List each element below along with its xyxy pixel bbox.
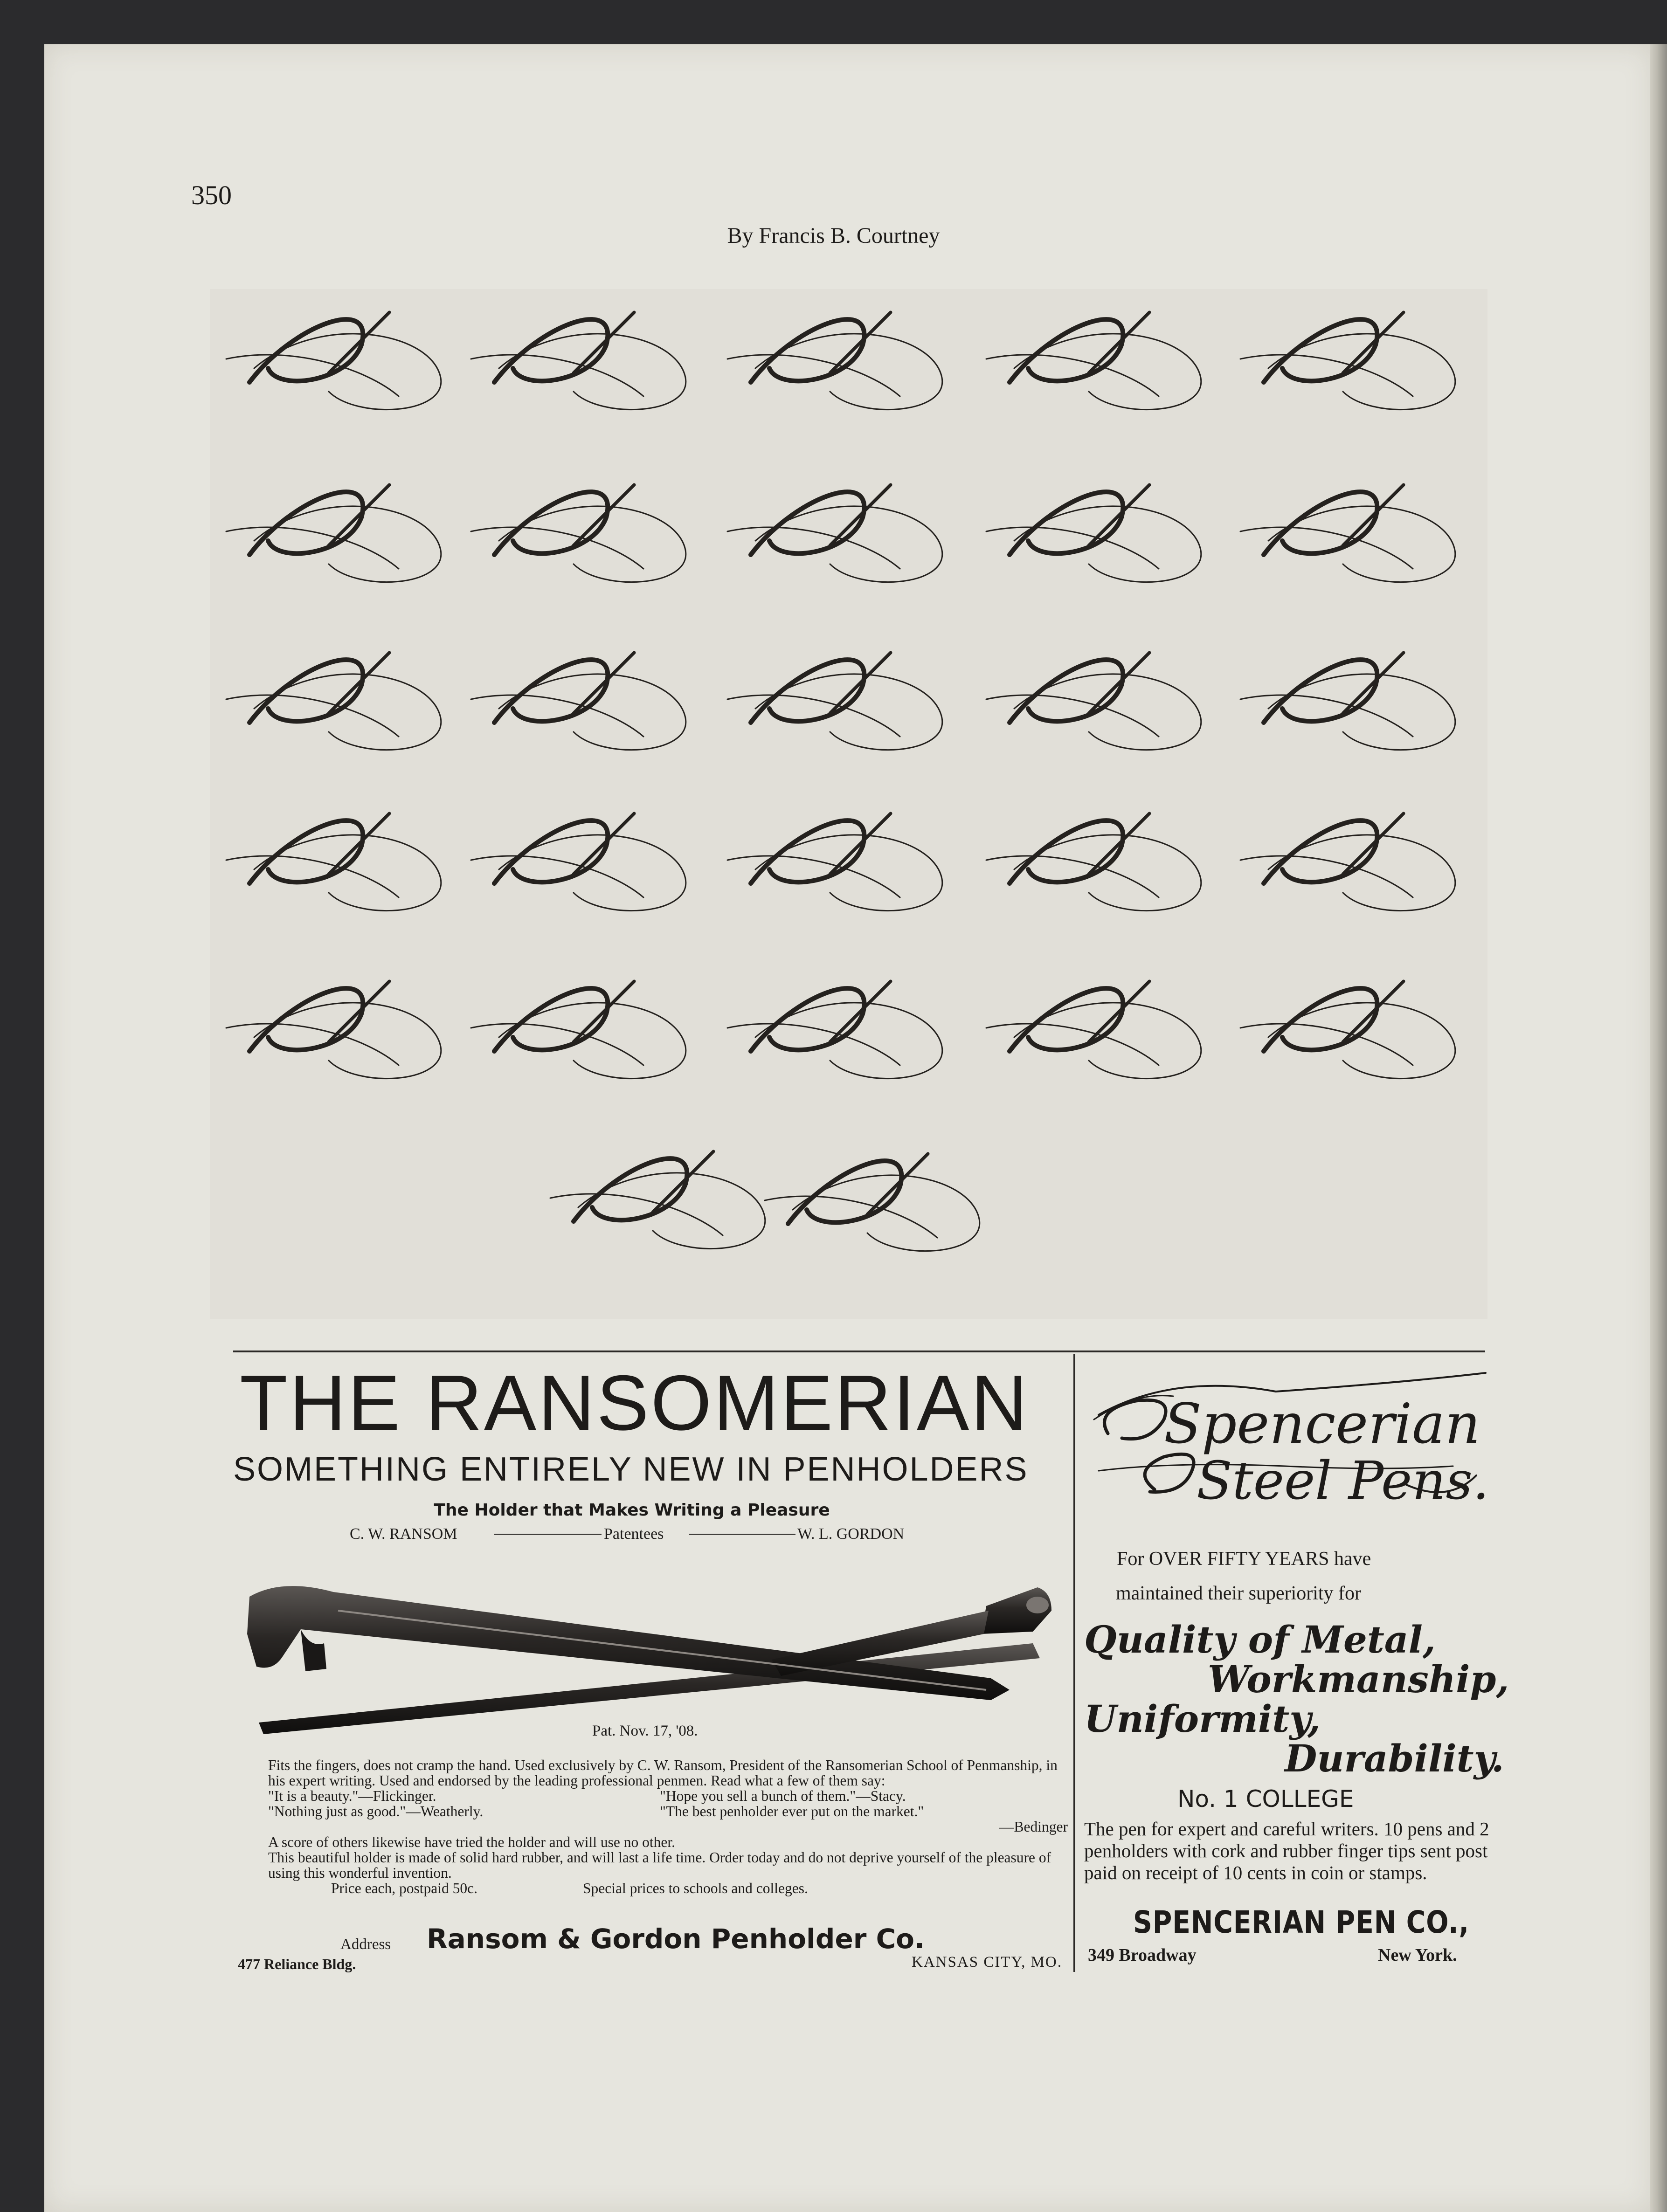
spencerian-company: SPENCERIAN PEN CO.,	[1133, 1904, 1469, 1940]
ad-tagline: The Holder that Makes Writing a Pleasure	[434, 1501, 830, 1520]
ad-paragraph: This beautiful holder is made of solid hard rubber, and will last a life time. Order today and do not deprive yourself of the pleasure of using this wonderful invention.	[268, 1849, 1051, 1881]
page-number: 350	[191, 180, 232, 210]
ornamental-capital	[471, 312, 686, 410]
ornamental-capital	[226, 653, 441, 750]
ornamental-capital	[226, 813, 441, 911]
address-label: Address	[340, 1936, 391, 1953]
ornamental-capital	[1240, 485, 1455, 582]
testimonial-author: —Bedinger	[999, 1819, 1068, 1835]
ornamental-capital	[727, 981, 942, 1079]
ornamental-capital	[471, 485, 686, 582]
penholder-illustration	[245, 1578, 1065, 1737]
ad-paragraph: A score of others likewise have tried the holder and will use no other.	[268, 1834, 676, 1850]
testimonial: "The best penholder ever put on the market."	[660, 1803, 924, 1819]
ad-column-divider	[1073, 1354, 1075, 1972]
ad-top-rule	[233, 1351, 1485, 1352]
ornamental-capital	[226, 981, 441, 1079]
ornamental-capital	[765, 1154, 980, 1251]
ornamental-capital	[986, 653, 1201, 750]
spencerian-address: 349 Broadway	[1088, 1945, 1197, 1965]
ornamental-capital	[727, 312, 942, 410]
leader-rule	[494, 1534, 602, 1535]
quality-workmanship: Workmanship,	[1208, 1657, 1509, 1701]
patent-date: Pat. Nov. 17, '08.	[592, 1723, 698, 1739]
patentees-label: Patentees	[604, 1525, 664, 1543]
ornamental-capital	[727, 813, 942, 911]
leader-rule	[689, 1534, 795, 1535]
quote-row	[238, 1788, 1068, 1804]
company-name: Ransom & Gordon Penholder Co.	[427, 1923, 925, 1955]
ornamental-capital	[986, 485, 1201, 582]
quality-durability: Durability.	[1285, 1737, 1504, 1780]
ornamental-capital	[986, 813, 1201, 911]
ornamental-capital	[1240, 981, 1455, 1079]
quality-uniformity: Uniformity,	[1084, 1697, 1321, 1741]
ornamental-capital	[471, 981, 686, 1079]
spencerian-body: The pen for expert and careful writers. 10 pens and 2 penholders with cork and rubber finger tips sent post paid on receipt of 10 cents in coin or stamps.	[1084, 1818, 1489, 1883]
ornamental-capital	[1240, 312, 1455, 410]
ransomerian-ad	[233, 1359, 1068, 1549]
logo-line-1: Spencerian	[1164, 1392, 1480, 1456]
spencerian-line-2: maintained their superiority for	[1116, 1583, 1362, 1604]
spencerian-line-1: For OVER FIFTY YEARS have	[1117, 1548, 1371, 1570]
testimonial: "Nothing just as good."—Weatherly.	[268, 1803, 484, 1819]
ornamental-capital	[471, 653, 686, 750]
ornamental-capital	[550, 1151, 765, 1249]
ornamental-capital	[226, 485, 441, 582]
spencerian-steel-pens-logo	[1080, 1364, 1490, 1522]
ransomerian-ad-body	[238, 1757, 1068, 1896]
price-row	[238, 1881, 1068, 1896]
patentee-gordon: W. L. GORDON	[797, 1525, 905, 1543]
quote-row	[238, 1804, 1068, 1819]
ornamental-capital	[1240, 653, 1455, 750]
quality-metal: Quality of Metal,	[1084, 1618, 1436, 1661]
logo-line-2: Steel Pens.	[1197, 1451, 1489, 1511]
byline: By Francis B. Courtney	[727, 223, 940, 248]
ad-title: THE RANSOMERIAN	[240, 1359, 1030, 1447]
ornamental-capital	[986, 981, 1201, 1079]
price: Price each, postpaid 50c.	[331, 1880, 478, 1896]
ornamental-capital	[727, 485, 942, 582]
ad-paragraph: Fits the fingers, does not cramp the hand. Used exclusively by C. W. Ransom, President of the Ransomerian School of Penmanship, in his expert writing. Used and endorsed by the leading professional penmen. Read what a few of them say:	[268, 1757, 1058, 1789]
ornamental-capital	[1240, 813, 1455, 911]
testimonial: "Hope you sell a bunch of them."—Stacy.	[660, 1788, 906, 1804]
ornamental-capital	[986, 312, 1201, 410]
ad-subtitle: SOMETHING ENTIRELY NEW IN PENHOLDERS	[233, 1451, 1029, 1488]
patentees-line	[233, 1525, 1068, 1549]
testimonial: "It is a beauty."—Flickinger.	[268, 1788, 436, 1804]
ornamental-capital	[226, 312, 441, 410]
product-name: No. 1 COLLEGE	[1177, 1785, 1354, 1812]
special-prices: Special prices to schools and colleges.	[583, 1880, 808, 1896]
city: KANSAS CITY, MO.	[912, 1954, 1062, 1971]
spencerian-city: New York.	[1378, 1945, 1457, 1965]
ornamental-capital	[471, 813, 686, 911]
building: 477 Reliance Bldg.	[238, 1956, 356, 1972]
ornamental-capital	[727, 653, 942, 750]
patentee-ransom: C. W. RANSOM	[350, 1525, 457, 1543]
ransomerian-address	[238, 1923, 1068, 1972]
